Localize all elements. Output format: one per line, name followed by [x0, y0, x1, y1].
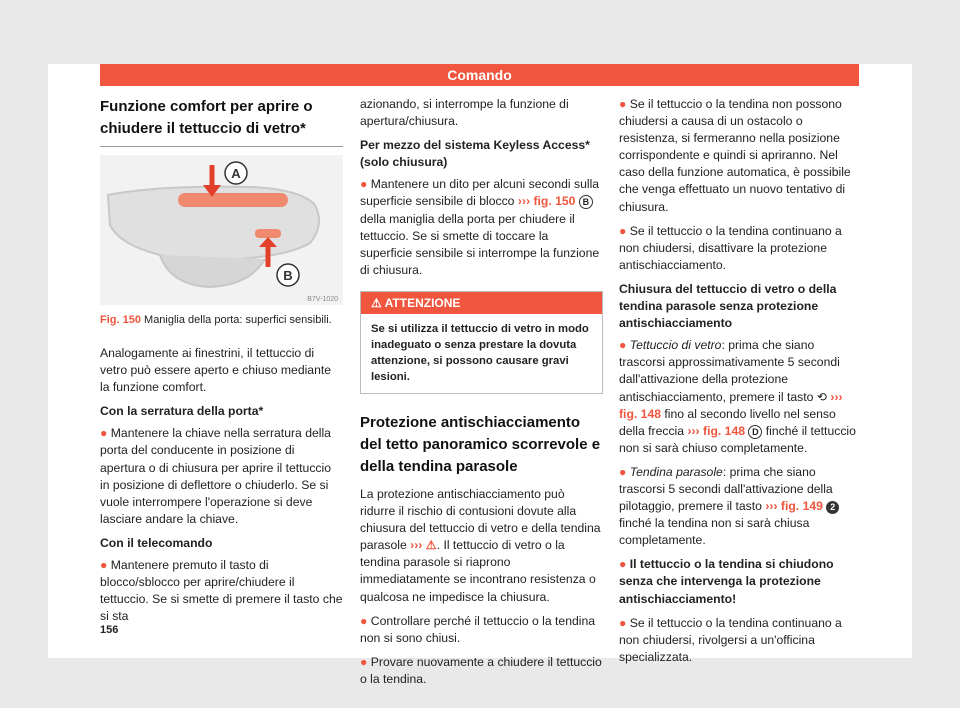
protection-title: Protezione antischiacciamento del tetto panoramico scorrevole e della tendina parasole [360, 413, 601, 475]
page-number: 156 [100, 624, 119, 636]
callout-d: D [748, 425, 762, 439]
continuation-text: azionando, si interrompe la funzione di apertura/chiusura. [360, 97, 569, 129]
fig-ref-link[interactable]: fig. 148 [703, 423, 746, 438]
callout-b: B [579, 195, 593, 209]
warning-text: Se si utilizza il tettuccio di vetro in modo inadeguato o senza prestare la dovuta attenzione, si possono causare gravi lesioni. [371, 322, 589, 383]
obstacle-bullet: ● Se il tettuccio o la tendina non possono chiudersi a causa di un ostacolo o resistenza, si fermeranno nella posizione corrispondente e quindi si apriranno. Nel caso della funzione automatica, è possibile che venga effettuato un nuovo tentativo di chiusura. [619, 97, 851, 214]
fig-ref-link[interactable]: fig. 149 [780, 499, 823, 514]
warning-icon: ⚠ [425, 538, 437, 553]
protection-bullet-2: ● Provare nuovamente a chiudere il tettuccio o la tendina. [360, 654, 602, 686]
label-a: A [231, 166, 241, 181]
keyless-heading: Per mezzo del sistema Keyless Access* (solo chiusura) [360, 138, 590, 170]
fig-ref-link[interactable]: fig. 150 [533, 194, 576, 209]
figure-caption [100, 313, 343, 327]
lock-bullet: ● Mantenere la chiave nella serratura della porta del conducente in posizione di apertura o di chiusura per aprire il tettuccio in posizione di deflettore o chiuderlo. Se si vuole interrompere l'operazione si deve lasciare andare la chiave. [100, 426, 332, 526]
glass-bullet: ● Tettuccio di vetro: prima che siano trascorsi approssimativamente 5 secondi dall'attivazione della protezione antischiacciamento, premere il tasto ⟲ ››› fig. 148 fino al secondo livello nel senso della freccia ››› fig. 148 D finché il tettuccio non si sarà chiuso completamente. [619, 338, 856, 455]
remote-heading: Con il telecomando [100, 535, 213, 550]
keyless-bullet: ● Mantenere un dito per alcuni secondi sulla superficie sensibile di blocco ››› fig. 150 B della maniglia della porta per chiudere il tettuccio. Se si smette di toccare la superficie sensibile si interrompe la funzione di chiusura. [360, 177, 600, 277]
intro-text: Analogamente ai finestrini, il tettuccio di vetro può essere aperto e chiuso mediante la funzione comfort. [100, 346, 332, 395]
workshop-bullet: ● Se il tettuccio o la tendina continuano a non chiudersi, rivolgersi a un'officina specializzata. [619, 615, 842, 664]
remote-bullet: ● Mantenere premuto il tasto di blocco/sblocco per aprire/chiudere il tettuccio. Se si smette di premere il tasto che si sta [100, 558, 343, 624]
section-title: Funzione comfort per aprire o chiudere il tettuccio di vetro* [100, 96, 343, 147]
lock-heading: Con la serratura della porta* [100, 404, 264, 419]
caption-label: Fig. 150 [100, 314, 141, 326]
page-header: Comando [100, 64, 859, 86]
column-3 [619, 96, 859, 673]
switch-icon: ⟲ [816, 389, 828, 404]
disable-bullet: ● Se il tettuccio o la tendina continuano a non chiudersi, disattivare la protezione antischiacciamento. [619, 223, 842, 272]
sensor-area-b [255, 229, 281, 238]
protection-bullet-1: ● Controllare perché il tettuccio o la tendina non si sono chiusi. [360, 613, 596, 645]
closing-heading: Chiusura del tettuccio di vetro o della tendina parasole senza protezione antischiacciamento [619, 281, 837, 331]
fig-ref-link[interactable]: fig. 148 [619, 406, 661, 421]
protection-text: La protezione antischiacciamento può ridurre il rischio di contusioni dovute alla chiusura del tettuccio di vetro e della tendina parasole ››› ⚠. Il tettuccio di vetro o la tendina parasole si riaprono immediatamente se incontrano resistenza o qualcosa ne impedisce la chiusura. [360, 486, 601, 604]
bold-bullet: ● Il tettuccio o la tendina si chiudono senza che intervenga la protezione antischiacciamento! [619, 557, 834, 606]
warning-box [360, 291, 603, 394]
figure-door-handle [100, 155, 343, 305]
door-handle-illustration [100, 155, 343, 305]
caption-text: Maniglia della porta: superfici sensibili. [144, 314, 332, 326]
warning-icon: ⚠ [371, 295, 382, 310]
column-1 [100, 96, 343, 632]
column-2 [360, 96, 603, 695]
label-b: B [283, 268, 293, 283]
blind-bullet: ● Tendina parasole: prima che siano trascorsi 5 secondi dall'attivazione della pilotaggio, premere il tasto ››› fig. 149 2 finché la tendina non si sarà chiusa completamente. [619, 464, 859, 549]
callout-2: 2 [826, 501, 839, 514]
sensor-area-a [178, 193, 288, 207]
warning-header: ⚠ ATTENZIONE [361, 292, 602, 314]
figure-code: B7V-1020 [307, 296, 338, 303]
